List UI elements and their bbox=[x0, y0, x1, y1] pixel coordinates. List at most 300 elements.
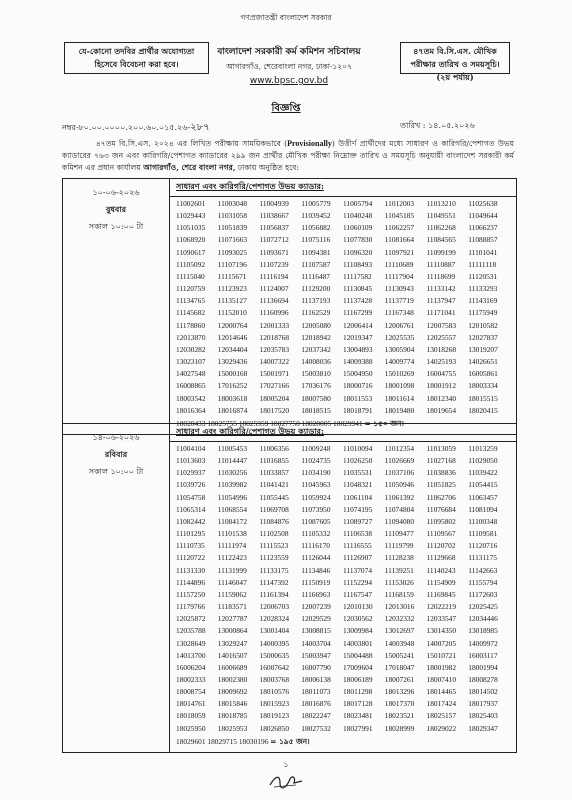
roll-number: 12037342 bbox=[301, 344, 331, 354]
roll-number: 16004755 bbox=[426, 369, 457, 379]
roll-number: 14000395 bbox=[259, 638, 290, 648]
intro-venue: আগারগাঁও, শেরে বাংলা নগর, bbox=[143, 163, 236, 172]
roll-number: 11077830 bbox=[343, 235, 373, 245]
roll-number: 11135127 bbox=[217, 296, 247, 306]
roll-number: 14003801 bbox=[343, 638, 373, 648]
roll-number: 18017370 bbox=[384, 699, 415, 709]
signature-mark bbox=[266, 773, 306, 791]
session-2-day-cell bbox=[63, 424, 170, 753]
roll-number: 18000716 bbox=[343, 381, 373, 391]
roll-number: 11071663 bbox=[217, 235, 248, 245]
roll-number: 11029443 bbox=[176, 211, 206, 221]
roll-number: 11029050 bbox=[468, 456, 498, 466]
roll-number: 11060109 bbox=[343, 223, 373, 233]
roll-number: 12025535 bbox=[384, 332, 415, 342]
roll-number: 11183571 bbox=[217, 602, 247, 612]
exam-info-line-1: ৪৭তম বি.সি.এস. মৌখিক bbox=[413, 46, 497, 56]
roll-number: 12035788 bbox=[176, 626, 206, 636]
roll-number: 14016507 bbox=[217, 650, 248, 660]
roll-number: 11153026 bbox=[384, 577, 414, 587]
roll-number: 11129668 bbox=[426, 553, 456, 563]
roll-number: 12006414 bbox=[343, 320, 373, 330]
roll-number: 11171041 bbox=[426, 308, 456, 318]
session-time: সকাল ১০:০০ টা bbox=[88, 222, 144, 231]
roll-number: 13009984 bbox=[343, 626, 373, 636]
roll-number: 11069708 bbox=[259, 504, 289, 514]
roll-number: 13012697 bbox=[384, 626, 415, 636]
roll-number: 11056882 bbox=[301, 223, 331, 233]
organization-block bbox=[214, 44, 364, 86]
roll-number: 11051035 bbox=[176, 223, 206, 233]
roll-number: 13023107 bbox=[176, 357, 206, 367]
roll-number: 11154909 bbox=[426, 577, 456, 587]
roll-number: 18027991 bbox=[343, 723, 373, 733]
roll-number: 18019654 bbox=[426, 405, 457, 415]
roll-number: 11131175 bbox=[468, 553, 497, 563]
roll-number: 11081094 bbox=[468, 504, 498, 514]
roll-number: 11133142 bbox=[426, 284, 456, 294]
roll-number: 11084172 bbox=[217, 516, 248, 526]
roll-number: 11100348 bbox=[468, 516, 498, 526]
roll-number: 13001404 bbox=[259, 626, 290, 636]
roll-number: 11161394 bbox=[259, 589, 289, 599]
roll-number: 11013259 bbox=[468, 444, 498, 453]
roll-number: 11133175 bbox=[259, 565, 289, 575]
page-number: ১ bbox=[283, 760, 289, 769]
roll-number: 11059924 bbox=[301, 492, 331, 502]
roll-number: 16003117 bbox=[468, 650, 498, 660]
roll-number: 11066237 bbox=[468, 223, 498, 233]
roll-number: 11088857 bbox=[468, 235, 498, 245]
session-total: = ১৫০ জন। bbox=[364, 418, 404, 428]
tail-rolls: 18020433 18025755 18025959 18027750 18028005 18029941 bbox=[176, 418, 363, 428]
roll-number: 12005080 bbox=[301, 320, 331, 330]
roll-number: 18014465 bbox=[426, 687, 457, 697]
roll-number: 11039726 bbox=[176, 480, 206, 490]
roll-number: 11003048 bbox=[217, 199, 248, 208]
roll-number: 13019207 bbox=[468, 344, 498, 354]
roll-number: 11014447 bbox=[217, 456, 248, 466]
roll-number: 18026850 bbox=[259, 723, 290, 733]
roll-number: 13008815 bbox=[301, 626, 331, 636]
roll-number: 11024735 bbox=[301, 456, 331, 466]
roll-number: 16007642 bbox=[259, 662, 290, 672]
roll-number: 18014502 bbox=[468, 687, 498, 697]
roll-number: 11157250 bbox=[176, 589, 206, 599]
roll-number: 11005794 bbox=[343, 199, 373, 208]
session-weekday: বুধবার bbox=[105, 204, 127, 214]
roll-number: 11115671 bbox=[217, 271, 247, 281]
roll-number: 11116555 bbox=[343, 541, 372, 551]
roll-number: 11006356 bbox=[259, 444, 289, 453]
roll-number: 11061104 bbox=[343, 492, 373, 502]
roll-number: 18017128 bbox=[343, 699, 373, 709]
roll-number: 18006189 bbox=[343, 674, 373, 684]
roll-number: 11120722 bbox=[176, 553, 206, 563]
roll-number: 11143169 bbox=[468, 296, 498, 306]
roll-number: 11120716 bbox=[468, 541, 498, 551]
government-header: গণপ্রজাতন্ত্রী বাংলাদেশ সরকার bbox=[240, 13, 332, 22]
roll-number: 11137947 bbox=[426, 296, 456, 306]
roll-number: 18025403 bbox=[468, 711, 498, 721]
roll-number: 11110735 bbox=[176, 541, 205, 551]
roll-number: 11068554 bbox=[217, 504, 248, 514]
roll-number: 18016364 bbox=[176, 405, 206, 415]
roll-number: 18025953 bbox=[217, 723, 248, 733]
roll-number: 18011553 bbox=[343, 393, 373, 403]
roll-number: 18019123 bbox=[259, 711, 290, 721]
roll-number: 11084876 bbox=[259, 516, 289, 526]
roll-number: 11117904 bbox=[384, 271, 414, 281]
roll-number: 18008278 bbox=[468, 674, 498, 684]
roll-number: 14008036 bbox=[301, 357, 331, 367]
roll-number: 12010130 bbox=[343, 602, 373, 612]
intro-text-3: ঢাকায় অনুষ্ঠিত হবে: bbox=[235, 163, 299, 172]
roll-number: 11155794 bbox=[468, 577, 498, 587]
roll-number: 12034404 bbox=[217, 344, 248, 354]
roll-number: 12007583 bbox=[426, 320, 457, 330]
roll-number: 14027548 bbox=[176, 369, 206, 379]
roll-number: 18005204 bbox=[259, 393, 290, 403]
roll-number: 15000168 bbox=[217, 369, 248, 379]
intro-provisionally: Provisionally bbox=[287, 139, 332, 148]
roll-number: 18017937 bbox=[468, 699, 498, 709]
roll-number: 11073950 bbox=[301, 504, 331, 514]
roll-number: 11110689 bbox=[384, 259, 414, 269]
roll-number: 11137428 bbox=[343, 296, 373, 306]
roll-number: 11084565 bbox=[426, 235, 456, 245]
roll-number: 11039422 bbox=[468, 468, 498, 478]
roll-number: 11004939 bbox=[259, 199, 289, 208]
roll-number: 18003334 bbox=[468, 381, 498, 391]
roll-number: 18015515 bbox=[468, 393, 498, 403]
roll-number: 12018768 bbox=[259, 332, 290, 342]
roll-number: 11107587 bbox=[301, 259, 331, 269]
roll-number: 11107196 bbox=[217, 259, 247, 269]
roll-number: 11062268 bbox=[426, 223, 456, 233]
session-date: ১৪-০৬-২০২৬ bbox=[92, 433, 140, 442]
roll-number: 11160996 bbox=[259, 308, 289, 318]
roll-number: 11005779 bbox=[301, 199, 331, 208]
roll-number: 11152010 bbox=[217, 308, 247, 318]
roll-number: 11097921 bbox=[384, 247, 415, 257]
roll-number: 12000764 bbox=[217, 320, 248, 330]
roll-number: 18007580 bbox=[301, 393, 331, 403]
roll-number: 12028324 bbox=[259, 614, 290, 624]
roll-number: 11027168 bbox=[426, 456, 456, 466]
roll-number: 11116194 bbox=[259, 271, 289, 281]
tail-rolls: 18029601 18029715 18030196 bbox=[176, 736, 269, 746]
roll-number: 18019480 bbox=[384, 405, 415, 415]
roll-number: 11102508 bbox=[259, 529, 289, 539]
roll-number: 11031058 bbox=[217, 211, 248, 221]
exam-info-line-2: পরীক্ষার তারিখ ও সময়সূচি। bbox=[410, 59, 500, 69]
roll-number: 11096320 bbox=[343, 247, 373, 257]
roll-number: 11074195 bbox=[343, 504, 373, 514]
roll-number: 11013603 bbox=[176, 456, 206, 466]
roll-number: 11049551 bbox=[426, 211, 456, 221]
roll-number: 16007790 bbox=[301, 662, 331, 672]
roll-number: 13028649 bbox=[176, 638, 206, 648]
roll-number: 12025557 bbox=[426, 332, 457, 342]
roll-number: 11055445 bbox=[259, 492, 289, 502]
roll-number: 11130943 bbox=[384, 284, 414, 294]
roll-number: 18014761 bbox=[176, 699, 206, 709]
roll-number: 11076684 bbox=[426, 504, 456, 514]
roll-number: 11178860 bbox=[176, 320, 206, 330]
roll-number: 12032332 bbox=[384, 614, 415, 624]
roll-number: 11107239 bbox=[259, 259, 289, 269]
roll-number: 11140243 bbox=[426, 565, 456, 575]
roll-number: 11167348 bbox=[384, 308, 414, 318]
roll-number: 11120759 bbox=[176, 284, 206, 294]
roll-number: 11169845 bbox=[426, 589, 456, 599]
roll-number: 18018059 bbox=[176, 711, 206, 721]
roll-number: 11037106 bbox=[384, 468, 415, 478]
signature bbox=[266, 773, 306, 795]
roll-number: 18017520 bbox=[259, 405, 290, 415]
roll-number: 14026651 bbox=[468, 357, 498, 367]
roll-number: 11118699 bbox=[426, 271, 456, 281]
roll-number: 11105332 bbox=[301, 529, 331, 539]
roll-number: 18023521 bbox=[384, 711, 415, 721]
session-2-rolls-cell bbox=[170, 442, 517, 753]
intro-paragraph bbox=[62, 138, 514, 174]
roll-number: 11035531 bbox=[343, 468, 373, 478]
roll-number: 11115523 bbox=[259, 541, 289, 551]
roll-number: 11109567 bbox=[426, 529, 456, 539]
roll-number: 12014646 bbox=[217, 332, 248, 342]
roll-number: 11026669 bbox=[384, 456, 415, 466]
roll-number: 11038836 bbox=[426, 468, 456, 478]
roll-number: 18029022 bbox=[426, 723, 457, 733]
roll-number: 11005453 bbox=[217, 444, 248, 453]
roll-number: 11026250 bbox=[343, 456, 373, 466]
session-date: ১০-০৬-২০২৬ bbox=[92, 188, 140, 197]
roll-number: 14009774 bbox=[384, 357, 415, 367]
roll-number: 11111118 bbox=[468, 259, 497, 269]
roll-number: 18001098 bbox=[384, 381, 415, 391]
roll-number: 14009388 bbox=[343, 357, 373, 367]
roll-number: 11119799 bbox=[384, 541, 414, 551]
roll-number: 18015846 bbox=[217, 699, 248, 709]
roll-number: 11147392 bbox=[259, 577, 289, 587]
roll-number: 11142663 bbox=[468, 565, 498, 575]
roll-number: 11126044 bbox=[301, 553, 331, 563]
session-weekday: রবিবার bbox=[104, 449, 128, 459]
roll-number: 18016874 bbox=[217, 405, 248, 415]
session-total: = ১৯৫ জন। bbox=[270, 736, 310, 746]
roll-number: 11120702 bbox=[426, 541, 456, 551]
roll-number: 18017424 bbox=[426, 699, 457, 709]
roll-number: 11152294 bbox=[343, 577, 373, 587]
roll-number: 11144896 bbox=[176, 577, 206, 587]
roll-number: 18006138 bbox=[301, 674, 331, 684]
roll-number: 11123559 bbox=[259, 553, 289, 563]
roll-number: 18001994 bbox=[468, 662, 498, 672]
session-category: সাধারণ এবং কারিগরি/পেশাগত উভয় ক্যাডার: bbox=[170, 179, 517, 197]
roll-number: 11130845 bbox=[343, 284, 373, 294]
roll-number: 11061392 bbox=[384, 492, 415, 502]
roll-number: 11049644 bbox=[468, 211, 498, 221]
roll-number: 18018515 bbox=[301, 405, 331, 415]
roll-number: 11010094 bbox=[343, 444, 373, 453]
roll-number: 12035783 bbox=[259, 344, 290, 354]
intro-text-2: ) উত্তীর্ণ প্রার্থীদের মধ্যে সাধারণ ও কারিগরি/পেশাগত উভয় ক্যাডারের ৭৬৩ জন এবং কারিগরি/পেশাগত ক্যাডারের ২৯৯ জন প্রার্থীর মৌখিক পরীক্ষা নিম্নোক্ত তারিখ ও সময়সূচি অনুযায়ী বাংলাদেশ সরকারী কর্ম কমিশন এর প্রধান কার্যালয় bbox=[62, 139, 514, 172]
roll-number: 11093025 bbox=[217, 247, 248, 257]
roll-number: 11111974 bbox=[217, 541, 247, 551]
roll-number: 11068920 bbox=[176, 235, 206, 245]
roll-number: 11137074 bbox=[343, 565, 373, 575]
roll-number: 13029247 bbox=[217, 638, 248, 648]
memo-suffix: ২৮৭ bbox=[190, 122, 210, 133]
roll-number: 11013059 bbox=[426, 444, 456, 453]
roll-number: 11004104 bbox=[176, 444, 206, 453]
roll-number: 16008865 bbox=[176, 381, 206, 391]
roll-number: 18003768 bbox=[259, 674, 290, 684]
roll-number: 18018791 bbox=[343, 405, 373, 415]
website-link[interactable]: www.bpsc.gov.bd bbox=[249, 76, 329, 86]
roll-number: 11081664 bbox=[384, 235, 415, 245]
roll-number: 15000635 bbox=[259, 650, 290, 660]
exam-info-line-3: (২য় পর্যায়) bbox=[436, 72, 474, 82]
roll-number: 11136694 bbox=[259, 296, 289, 306]
roll-number: 14003948 bbox=[384, 638, 415, 648]
roll-number: 11045185 bbox=[384, 211, 415, 221]
session-1-rolls-cell bbox=[170, 197, 517, 435]
roll-number: 18001982 bbox=[426, 662, 457, 672]
roll-number: 11033857 bbox=[259, 468, 289, 478]
roll-number: 12006703 bbox=[259, 602, 290, 612]
roll-number: 11090617 bbox=[176, 247, 206, 257]
roll-number: 14003704 bbox=[301, 638, 331, 648]
roll-number: 11101041 bbox=[468, 247, 498, 257]
roll-number: 11106538 bbox=[343, 529, 373, 539]
roll-number: 14007322 bbox=[259, 357, 290, 367]
roll-number: 11054996 bbox=[217, 492, 248, 502]
roll-number: 11062706 bbox=[426, 492, 456, 502]
roll-number: 12007239 bbox=[301, 602, 331, 612]
roll-number: 11048321 bbox=[343, 480, 373, 490]
date-label: তারিখ : bbox=[400, 121, 426, 130]
roll-number: 12013016 bbox=[384, 602, 415, 612]
roll-number-grid bbox=[170, 442, 516, 735]
roll-number: 11117582 bbox=[343, 271, 372, 281]
roll-number: 12013870 bbox=[176, 332, 206, 342]
roll-number: 18007261 bbox=[384, 674, 415, 684]
roll-number: 11167299 bbox=[343, 308, 373, 318]
roll-number: 17018047 bbox=[384, 662, 415, 672]
roll-number: 11054758 bbox=[176, 492, 206, 502]
roll-number: 18020415 bbox=[468, 405, 498, 415]
roll-number: 11115040 bbox=[176, 271, 205, 281]
roll-number: 12001333 bbox=[259, 320, 290, 330]
roll-number: 11166963 bbox=[301, 589, 331, 599]
roll-number-grid bbox=[170, 197, 516, 417]
date-value: ১৪.০৫.২০২৬ bbox=[428, 121, 475, 130]
roll-number: 11133293 bbox=[468, 284, 498, 294]
roll-number: 11134846 bbox=[301, 565, 331, 575]
roll-number: 14025193 bbox=[426, 357, 457, 367]
roll-number: 15010269 bbox=[384, 369, 415, 379]
roll-number: 11123923 bbox=[217, 284, 247, 294]
roll-number: 11099199 bbox=[426, 247, 456, 257]
roll-number: 11150919 bbox=[301, 577, 331, 587]
roll-number: 12033547 bbox=[426, 614, 457, 624]
roll-number: 11030256 bbox=[217, 468, 248, 478]
warning-line-1: যে-কোনো তদবির প্রার্থীর অযোগ্যতা bbox=[78, 46, 195, 56]
roll-number: 11122423 bbox=[217, 553, 247, 563]
roll-number: 11131999 bbox=[217, 565, 247, 575]
roll-number: 18011298 bbox=[343, 687, 373, 697]
session-category: সাধারণ এবং কারিগরি/পেশাগত উভয় ক্যাডার: bbox=[170, 424, 517, 442]
roll-number: 12018942 bbox=[301, 332, 331, 342]
roll-number: 12025872 bbox=[176, 614, 206, 624]
roll-number: 12030562 bbox=[343, 614, 373, 624]
roll-number: 11172603 bbox=[468, 589, 498, 599]
organization-name: বাংলাদেশ সরকারী কর্ম কমিশন সচিবালয় bbox=[217, 47, 361, 57]
roll-number: 11128238 bbox=[384, 553, 414, 563]
roll-number: 11126907 bbox=[343, 553, 373, 563]
notice-title: বিজ্ঞপ্তি bbox=[271, 103, 301, 114]
roll-number: 17036176 bbox=[301, 381, 331, 391]
roll-number: 11012354 bbox=[384, 444, 415, 453]
roll-number: 18003542 bbox=[176, 393, 206, 403]
roll-number: 14007205 bbox=[426, 638, 457, 648]
roll-number: 11139251 bbox=[384, 565, 414, 575]
roll-number: 15003810 bbox=[301, 369, 331, 379]
roll-number: 18023481 bbox=[343, 711, 373, 721]
roll-number: 11038667 bbox=[259, 211, 289, 221]
roll-number: 14009972 bbox=[468, 638, 498, 648]
roll-number: 13018985 bbox=[468, 626, 498, 636]
roll-number: 11101295 bbox=[176, 529, 206, 539]
roll-number: 13000864 bbox=[217, 626, 248, 636]
roll-number: 17027166 bbox=[259, 381, 290, 391]
roll-number: 18012340 bbox=[426, 393, 457, 403]
roll-number: 17016252 bbox=[217, 381, 248, 391]
roll-number: 18011614 bbox=[384, 393, 415, 403]
roll-number: 11109581 bbox=[468, 529, 498, 539]
roll-number: 12034446 bbox=[468, 614, 498, 624]
roll-number: 11051839 bbox=[217, 223, 248, 233]
roll-number: 11146047 bbox=[217, 577, 247, 587]
roll-number: 18025950 bbox=[176, 723, 206, 733]
roll-number: 13004893 bbox=[343, 344, 373, 354]
roll-number: 14013700 bbox=[176, 650, 206, 660]
roll-number: 18001912 bbox=[426, 381, 457, 391]
roll-number: 12022219 bbox=[426, 602, 457, 612]
roll-number: 18010576 bbox=[259, 687, 290, 697]
roll-number: 12006761 bbox=[384, 320, 415, 330]
roll-number: 11105092 bbox=[176, 259, 206, 269]
roll-number: 11129200 bbox=[301, 284, 331, 294]
roll-number: 15003947 bbox=[301, 650, 331, 660]
roll-number: 11145682 bbox=[176, 308, 206, 318]
roll-number: 18008754 bbox=[176, 687, 206, 697]
roll-number: 11167547 bbox=[343, 589, 373, 599]
roll-number: 11009248 bbox=[301, 444, 331, 453]
roll-number: 11082442 bbox=[176, 516, 206, 526]
roll-number: 18003618 bbox=[217, 393, 248, 403]
roll-number: 11095802 bbox=[426, 516, 456, 526]
notice-date bbox=[400, 120, 475, 133]
roll-number: 11034190 bbox=[301, 468, 331, 478]
roll-number: 11175949 bbox=[468, 308, 498, 318]
warning-line-2: হিসেবে বিবেচনা করা হবে। bbox=[94, 59, 179, 69]
roll-number: 11013210 bbox=[426, 199, 456, 208]
roll-number: 12027787 bbox=[217, 614, 248, 624]
